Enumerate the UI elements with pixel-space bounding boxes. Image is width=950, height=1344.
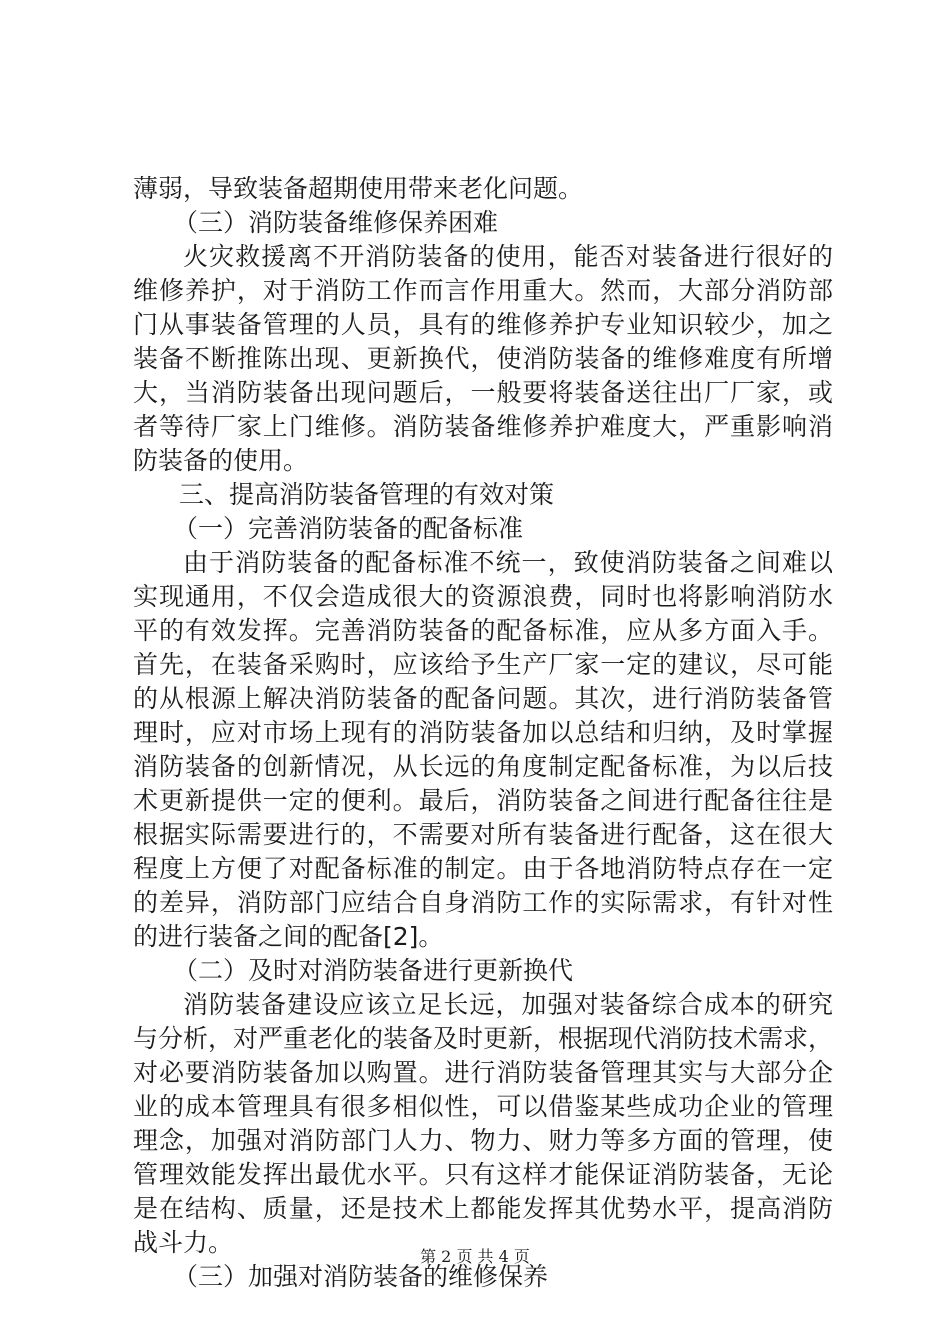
text-line: 防装备的使用。	[133, 446, 309, 475]
text-line: 对必要消防装备加以购置。进行消防装备管理其实与大部分企	[133, 1058, 833, 1087]
page-footer: 第 2 页 共 4 页	[420, 1247, 530, 1266]
text-line: 薄弱，导致装备超期使用带来老化问题。	[133, 174, 584, 203]
text-line: 理时，应对市场上现有的消防装备加以总结和归纳，及时掌握	[133, 718, 833, 747]
text-line: （三）加强对消防装备的维修保养	[173, 1262, 549, 1291]
text-line: 三、提高消防装备管理的有效对策	[179, 480, 555, 509]
text-line: 火灾救援离不开消防装备的使用，能否对装备进行很好的	[183, 242, 833, 271]
text-line: （一）完善消防装备的配备标准	[173, 514, 524, 543]
text-line: （二）及时对消防装备进行更新换代	[173, 956, 574, 985]
text-line: 程度上方便了对配备标准的制定。由于各地消防特点存在一定	[133, 854, 833, 883]
document-body	[133, 172, 833, 1294]
text-line: 与分析，对严重老化的装备及时更新，根据现代消防技术需求，	[133, 1024, 834, 1053]
text-line: 者等待厂家上门维修。消防装备维修养护难度大，严重影响消	[133, 412, 833, 441]
text-line: 业的成本管理具有很多相似性，可以借鉴某些成功企业的管理	[133, 1092, 833, 1121]
text-line: 大，当消防装备出现问题后，一般要将装备送往出厂厂家，或	[133, 378, 833, 407]
text-line: 消防装备的创新情况，从长远的角度制定配备标准，为以后技	[133, 752, 833, 781]
text-line: 是在结构、质量，还是技术上都能发挥其优势水平，提高消防	[133, 1194, 833, 1223]
text-line: 实现通用，不仅会造成很大的资源浪费，同时也将影响消防水	[133, 582, 833, 611]
text-line: 术更新提供一定的便利。最后，消防装备之间进行配备往往是	[133, 786, 833, 815]
text-line: 管理效能发挥出最优水平。只有这样才能保证消防装备，无论	[133, 1160, 833, 1189]
text-line: 的差异，消防部门应结合自身消防工作的实际需求，有针对性	[133, 888, 833, 917]
text-line: 的从根源上解决消防装备的配备问题。其次，进行消防装备管	[133, 684, 833, 713]
text-line: 消防装备建设应该立足长远，加强对装备综合成本的研究	[183, 990, 833, 1019]
text-line: 的进行装备之间的配备[2]。	[133, 922, 444, 951]
text-line: 装备不断推陈出现、更新换代，使消防装备的维修难度有所增	[133, 344, 833, 373]
text-line: 首先，在装备采购时，应该给予生产厂家一定的建议，尽可能	[133, 650, 833, 679]
text-line: 根据实际需要进行的，不需要对所有装备进行配备，这在很大	[133, 820, 833, 849]
text-line: 由于消防装备的配备标准不统一，致使消防装备之间难以	[183, 548, 833, 577]
text-line: 维修养护，对于消防工作而言作用重大。然而，大部分消防部	[133, 276, 833, 305]
text-line: （三）消防装备维修保养困难	[173, 208, 499, 237]
text-line: 平的有效发挥。完善消防装备的配备标准，应从多方面入手。	[133, 616, 833, 645]
text-line: 战斗力。	[133, 1228, 234, 1257]
text-line: 理念，加强对消防部门人力、物力、财力等多方面的管理，使	[133, 1126, 833, 1155]
text-line: 门从事装备管理的人员，具有的维修养护专业知识较少，加之	[133, 310, 833, 339]
